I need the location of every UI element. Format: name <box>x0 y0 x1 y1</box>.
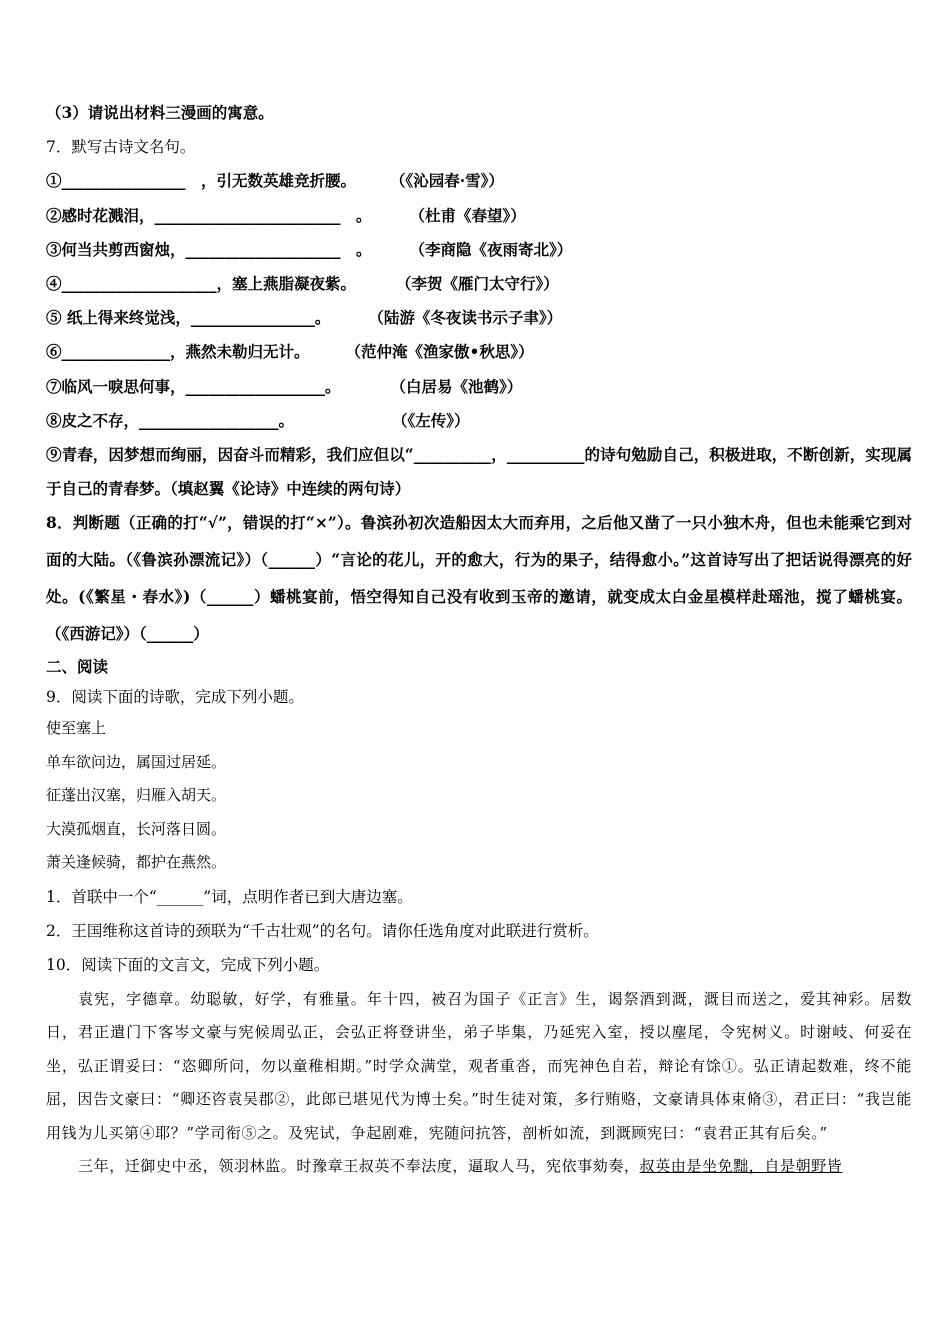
q7-item-3-text: ③何当共剪西窗烛，____________________ 。 <box>46 239 372 259</box>
q7-item-8-source: （《左传》） <box>392 410 470 430</box>
paragraph-2-text: 三年，迁御史中丞，领羽林监。时豫章王叔英不奉法度，逼取人马，宪依事劾奏， <box>78 1157 640 1176</box>
q7-item-1 <box>46 164 912 198</box>
poem-line-2: 征蓬出汉塞，归雁入胡天。 <box>46 786 227 805</box>
q7-item-5 <box>46 301 912 335</box>
q7-item-1-text: ①________________ ，引无数英雄竞折腰。 <box>46 171 357 191</box>
question-8: 8．判断题（正确的打“√”，错误的打“×”）。鲁滨孙初次造船因太大而弃用，之后他又凿了一只小独木舟，但也未能乘它到对面的大陆。（《鲁滨孙漂流记》）（______）“言论的花儿，开的愈大，行为的果子，结得愈小。”这首诗写出了把话说得漂亮的好处。(《繁星・春水》)（______）蟠桃宴前，悟空得知自己没有收到玉帝的邀请，就变成太白金星模样赴瑶池，搅了蟠桃宴。（《西游记》）（______） <box>46 513 912 644</box>
q7-item-8 <box>46 404 912 438</box>
q7-item-8-text: ⑧皮之不存，__________________。 <box>46 410 295 430</box>
poem-line-4: 萧关逢候骑，都护在燕然。 <box>46 853 227 872</box>
question-10-title: 10．阅读下面的文言文，完成下列小题。 <box>46 956 330 975</box>
q7-item-2-source: （杜甫《春望》） <box>409 205 526 225</box>
paragraph-2-underlined-text: 叔英由是坐免黜，自是朝野皆 <box>639 1157 843 1176</box>
q7-item-5-text: ⑤ 纸上得来终觉浅，________________。 <box>46 308 331 328</box>
q7-item-9: ⑨青春，因梦想而绚丽，因奋斗而精彩，我们应但以“__________，__________的诗句勉励自己，积极进取，不断创新，实现属于自己的青春梦。（填赵翼《论诗》中连续的两句诗） <box>46 445 912 499</box>
question-9-sub-1: 1．首联中一个“______”词，点明作者已到大唐边塞。 <box>46 887 413 906</box>
q7-item-4-source: （李贺《雁门太守行》） <box>396 274 559 294</box>
question-7-title-text: 7．默写古诗文名句。 <box>46 138 196 157</box>
q7-item-6-text: ⑥______________，燕然未勒归无计。 <box>46 342 310 362</box>
q7-item-7 <box>46 370 912 404</box>
classical-text-paragraph-1: 袁宪，字德章。幼聪敏，好学，有雅量。年十四，被召为国子《正言》生，谒祭酒到溉，溉目而送之，爱其神彩。居数日，君正遣门下客岑文豪与宪候周弘正，会弘正将登讲坐，弟子毕集，乃延宪入室，授以麈尾，令宪树义。时谢岐、何妥在坐，弘正谓妥曰：“恣卿所问，勿以童稚相期。”时学众满堂，观者重沓，而宪神色自若，辩论有馀①。弘正请起数难，终不能屈，因告文豪曰：“卿还咨袁吴郡②，此郎已堪见代为博士矣。”时生徒对策，多行贿赂，文豪请具体束脩③，君正曰：“我岂能用钱为儿买第④耶？”学司衔⑤之。及宪试，争起剧难，宪随问抗答，剖析如流，到溉顾宪曰：“袁君正其有后矣。” <box>46 989 912 1142</box>
q7-item-3 <box>46 233 912 267</box>
question-7-title <box>46 130 912 164</box>
poem-line-3: 大漠孤烟直，长河落日圆。 <box>46 819 227 838</box>
q7-item-2-text: ②感时花溅泪，________________________ 。 <box>46 205 372 225</box>
q7-item-1-source: （《沁园春·雪》） <box>390 171 504 191</box>
document-page <box>46 96 912 1184</box>
question-9-sub-2: 2．王国维称这首诗的颈联为“千古壮观”的名句。请你任选角度对此联进行赏析。 <box>46 922 599 941</box>
q7-item-5-source: （陆游《冬夜读书示子聿》） <box>368 308 563 328</box>
section-reading-heading: 二、阅读 <box>46 657 109 677</box>
q7-item-6 <box>46 335 912 369</box>
q7-item-7-source: （白居易《池鹤》） <box>390 376 523 396</box>
q7-item-4-text: ④____________________，塞上燕脂凝夜紫。 <box>46 274 357 294</box>
poem-title: 使至塞上 <box>46 719 107 738</box>
q7-item-3-source: （李商隐《夜雨寄北》） <box>409 239 573 259</box>
q7-item-6-source: （范仲淹《渔家傲•秋思》） <box>345 342 534 362</box>
q7-item-2 <box>46 199 912 233</box>
poem-line-1: 单车欲问边，属国过居延。 <box>46 752 227 771</box>
question-6-3: （3）请说出材料三漫画的寓意。 <box>46 103 274 122</box>
q7-item-7-text: ⑦临风一唳思何事，__________________。 <box>46 376 341 396</box>
question-9-title: 9．阅读下面的诗歌，完成下列小题。 <box>46 688 304 707</box>
q7-item-4 <box>46 267 912 301</box>
classical-text-paragraph-2 <box>46 1150 912 1184</box>
